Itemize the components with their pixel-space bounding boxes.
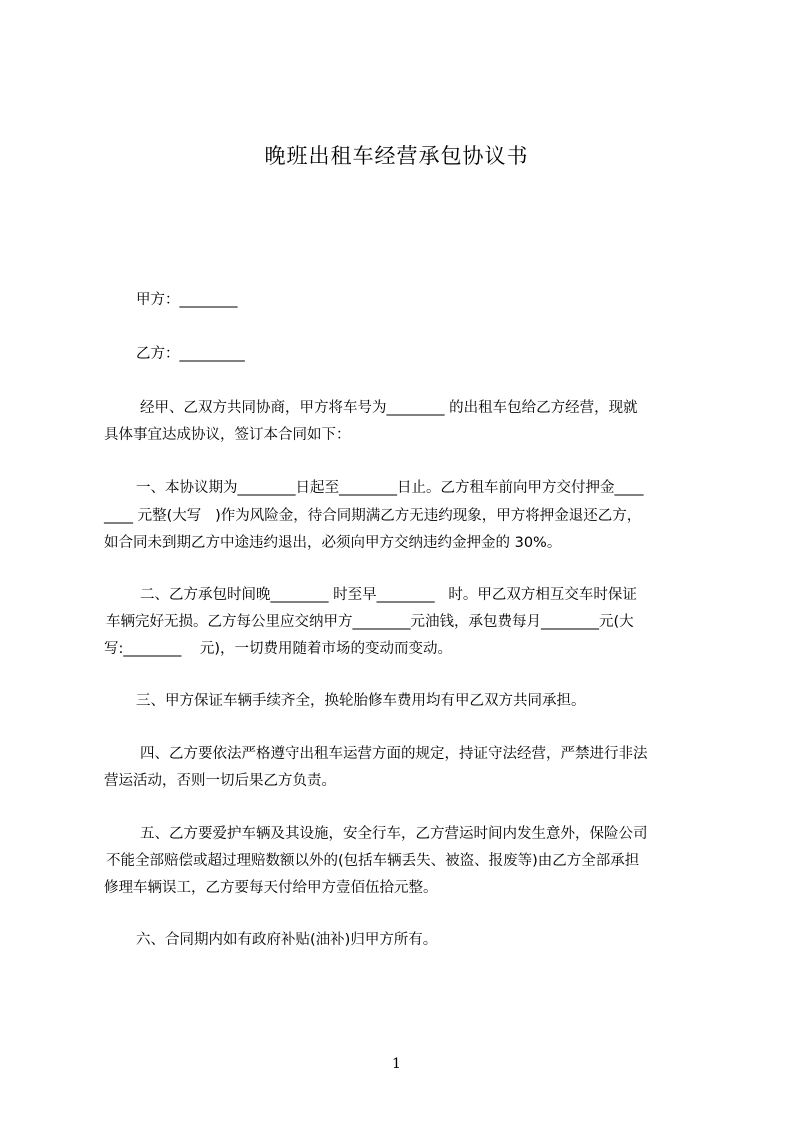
clause1-line-1: 一、本协议期为________日起至________日止。乙方租车前向甲方交付押金____ — [136, 480, 644, 496]
document-title: 晚班出租车经营承包协议书 — [264, 144, 529, 168]
clause2-line-2: 车辆完好无损。乙方每公里应交纳甲方________元油钱，承包费每月________元(大 — [106, 614, 634, 630]
clause5-line-1: 五、乙方要爱护车辆及其设施，安全行车，乙方营运时间内发生意外，保险公司 — [140, 826, 648, 842]
clause5-line-2: 不能全部赔偿或超过理赔数额以外的(包括车辆丢失、被盗、报废等)由乙方全部承担 — [106, 853, 640, 869]
clause3-line-1: 三、甲方保证车辆手续齐全，换轮胎修车费用均有甲乙双方共同承担。 — [136, 693, 586, 709]
clause6-line-1: 六、合同期内如有政府补贴(油补)归甲方所有。 — [136, 932, 438, 948]
clause2-line-3: 写:________ 元)，一切费用随着市场的变动而变动。 — [104, 641, 452, 657]
party-a-line: 甲方：________ — [136, 292, 238, 308]
intro-line-1: 经甲、乙双方共同协商，甲方将车号为________ 的出租车包给乙方经营，现就 — [140, 400, 638, 416]
page-number: 1 — [392, 1056, 401, 1072]
clause4-line-2: 营运活动，否则一切后果乙方负责。 — [104, 773, 336, 789]
clause2-line-1: 二、乙方承包时间晚________ 时至早________ 时。甲乙双方相互交车时保证 — [140, 587, 637, 603]
clause5-line-3: 修理车辆误工，乙方要每天付给甲方壹佰伍拾元整。 — [104, 880, 438, 896]
clause1-line-3: 如合同未到期乙方中途违约退出，必须向甲方交纳违约金押金的 30%。 — [104, 535, 562, 551]
party-b-line: 乙方：_________ — [136, 346, 245, 362]
clause1-line-2: ____ 元整(大写 )作为风险金，待合同期满乙方无违约现象，甲方将押金退还乙方， — [104, 508, 642, 524]
intro-line-2: 具体事宜达成协议，签订本合同如下： — [104, 427, 351, 443]
clause4-line-1: 四、乙方要依法严格遵守出租车运营方面的规定，持证守法经营，严禁进行非法 — [140, 746, 648, 762]
